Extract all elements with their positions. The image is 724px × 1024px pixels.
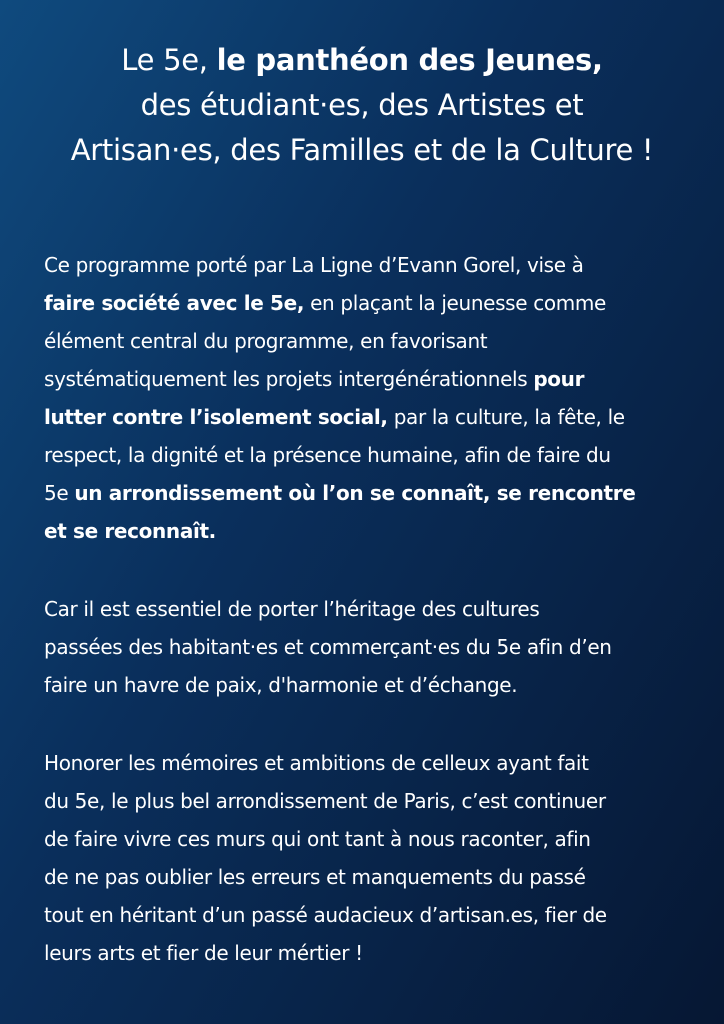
emphasis-text: faire société avec le 5e, [44,291,305,315]
paragraph-line: passées des habitant·es et commerçant·es du 5e afin d’en [44,635,612,659]
paragraph-line [44,398,694,436]
title-line-2: des étudiant·es, des Artistes et [140,88,584,122]
paragraph-line: du 5e, le plus bel arrondissement de Paris, c’est continuer [44,789,606,813]
paragraph-text: en plaçant la jeunesse comme [304,291,606,315]
paragraph-line: faire un havre de paix, d'harmonie et d’échange. [44,673,518,697]
title-line-1 [30,38,694,83]
paragraph-line [44,360,694,398]
paragraph-line: respect, la dignité et la présence humaine, afin de faire du [44,443,611,467]
paragraph-line: Car il est essentiel de porter l’héritage des cultures [44,597,540,621]
paragraph-line [44,474,694,512]
paragraph-text: par la culture, la fête, le [387,405,625,429]
paragraph-text: systématiquement les projets intergénérationnels [44,367,534,391]
title-line-3: Artisan·es, des Familles et de la Culture ! [70,133,654,167]
paragraph-line: de faire vivre ces murs qui ont tant à nous raconter, afin [44,827,591,851]
paragraph-heritage [44,590,694,704]
paragraph-line [44,284,694,322]
paragraph-line: élément central du programme, en favorisant [44,329,488,353]
paragraph-line: leurs arts et fier de leur mértier ! [44,941,363,965]
emphasis-text: lutter contre l’isolement social, [44,405,388,429]
title-prefix: Le 5e, [121,43,217,77]
emphasis-text: pour [533,367,585,391]
paragraph-line: Ce programme porté par La Ligne d’Evann Gorel, vise à [44,253,584,277]
emphasis-text: un arrondissement où l’on se connaît, se rencontre [74,481,636,505]
paragraph-programme [44,246,694,550]
title-bold: le panthéon des Jeunes, [216,43,603,77]
paragraph-text: 5e [44,481,75,505]
paragraph-line: Honorer les mémoires et ambitions de celleux ayant fait [44,751,589,775]
emphasis-text: et se reconnaît. [44,519,216,543]
paragraph-memoires [44,744,694,972]
paragraph-line: de ne pas oublier les erreurs et manquements du passé [44,865,586,889]
paragraph-line [44,512,694,550]
page-title [30,38,694,173]
paragraph-line: tout en héritant d’un passé audacieux d’artisan.es, fier de [44,903,607,927]
